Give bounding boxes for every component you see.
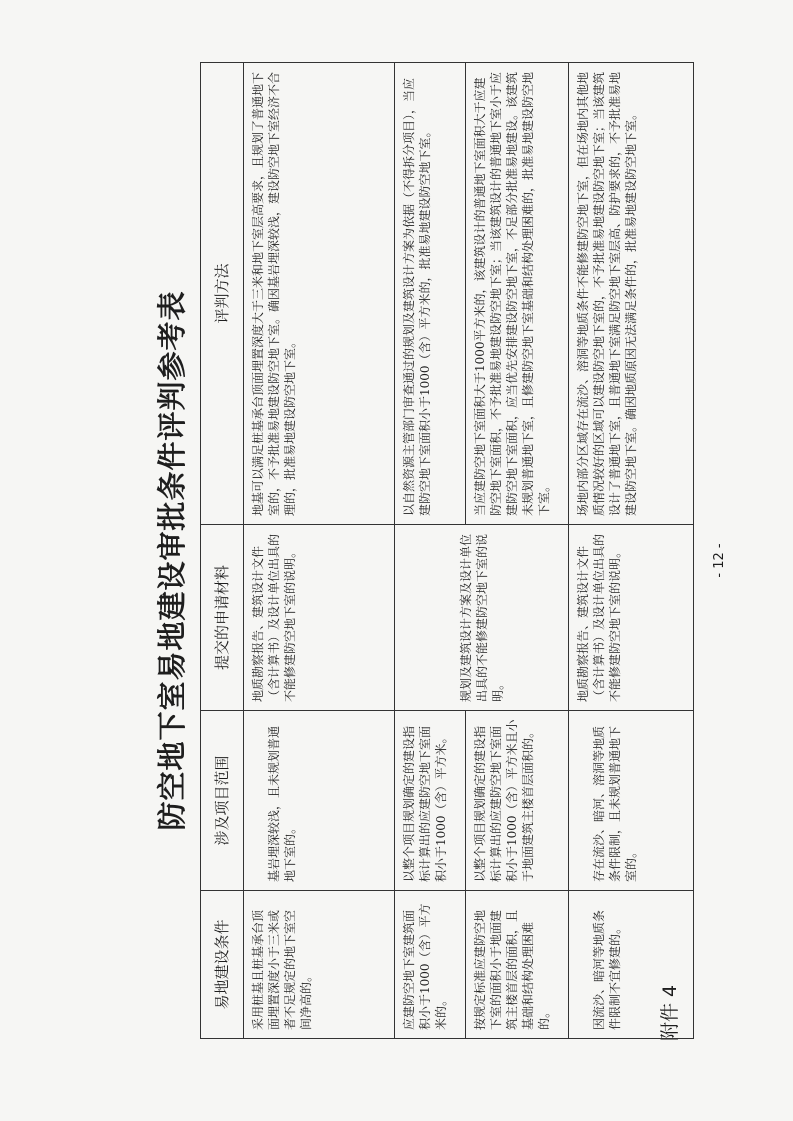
cell-condition: 采用桩基且桩基承台顶面埋置深度小于三米或者不足规定的地下室空间净高的。 <box>244 891 395 1039</box>
header-scope: 涉及项目范围 <box>201 711 244 891</box>
cell-scope: 存在流沙、暗河、溶洞等地质条件限制，且未规划普通地下室的。 <box>569 711 694 891</box>
cell-condition: 按规定标准应建防空地下室的面积小于地面建筑主楼首层的面积，且基础和结构处理困难的。 <box>466 891 569 1039</box>
cell-method: 场地内部分区域存在流沙、溶洞等地质条件不能修建防空地下室，但在场地内其他地质情况较好的区域可以建设防空地下室的，不予批准易地建设防空地下室；当该建筑设计了普通地下室，且普通地下室满足防空地下室层高、防护要求的，不予批准易地建设防空地下室。确因地质原因无法满足条件的，批准易地建设防空地下室。 <box>569 63 694 525</box>
page-title: 防空地下室易地建设审批条件评判参考表 <box>155 290 189 831</box>
header-materials: 提交的申请材料 <box>201 525 244 711</box>
table-row <box>395 63 466 1039</box>
cell-scope: 以整个项目规划确定的建设指标计算出的应建防空地下室面积小于1000（含）平方米且小于地面建筑主楼首层面积的。 <box>466 711 569 891</box>
cell-scope: 基岩埋深较浅，且未规划普通地下室的。 <box>244 711 395 891</box>
cell-materials: 地质勘察报告、建筑设计文件（含计算书）及设计单位出具的不能修建防空地下室的说明。 <box>244 525 395 711</box>
attachment-label: 附件 4 <box>659 984 681 1041</box>
page-number: - 12 - <box>712 543 727 578</box>
cell-scope: 以整个项目规划确定的建设指标计算出的应建防空地下室面积小于1000（含）平方米。 <box>395 711 466 891</box>
table-row <box>569 63 694 1039</box>
cell-condition: 因流沙、暗河等地质条件限制不宜修建的。 <box>569 891 694 1039</box>
cell-method: 当应建防空地下室面积大于1000平方米的，该建筑设计的普通地下室面积大于应建防空地下室面积，不予批准易地建设防空地下室；当该建筑设计的普通地下室小于应建防空地下室面积，应当优先安排建设防空地下室，不足部分批准易地建设。该建筑未规划普通地下室，且修建防空地下室基础和结构处理困难的，批准易地建设防空地下室。 <box>466 63 569 525</box>
table-header-row <box>201 63 244 1039</box>
cell-materials-merged: 规划及建筑设计方案及设计单位出具的不能修建防空地下室的说明。 <box>395 525 569 711</box>
cell-materials: 地质勘察报告、建筑设计文件（含计算书）及设计单位出具的不能修建防空地下室的说明。 <box>569 525 694 711</box>
header-condition: 易地建设条件 <box>201 891 244 1039</box>
cell-condition: 应建防空地下室建筑面积小于1000（含）平方米的。 <box>395 891 466 1039</box>
cell-method: 地基可以满足桩基承台顶面埋置深度大于三米和地下室层高要求，且规划了普通地下室的，不予批准易地建设防空地下室。确因基岩埋深较浅，建设防空地下室经济不合理的，批准易地建设防空地下室。 <box>244 63 395 525</box>
table-row <box>244 63 395 1039</box>
criteria-table <box>200 62 694 1039</box>
header-method: 评判方法 <box>201 63 244 525</box>
cell-method: 以自然资源主管部门审查通过的规划及建筑设计方案为依据（不得拆分项目），当应建防空地下室面积小于1000（含）平方米的，批准易地建设防空地下室。 <box>395 63 466 525</box>
